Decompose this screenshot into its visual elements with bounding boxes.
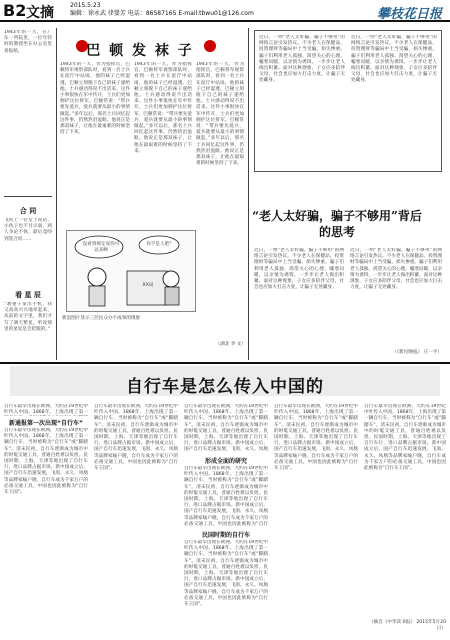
side-top-note: 1943年的一天，在广东一所院里，一位年轻时的教授坐在办公室里看报纸。 <box>4 30 52 54</box>
poem2-title: 看 星 辰 <box>15 290 41 299</box>
phone: 电话：86587165 <box>127 10 177 17</box>
article2-col1: 近日，一则“老人太好骗，骗子不够用”的网络言论引发热议。不少老人在保健品、投资理财等骗局中上当受骗，损失惨重。骗子们利用老人孤独、渴望关心的心理，嘘寒问暖，以亲情为诱饵，一步步让老人掏出积蓄。面对这种现象，子女应多陪伴父母，社会也应加大打击力度，让骗子无处藏身。 <box>254 248 344 291</box>
poem1-title: 合 同 <box>19 206 37 215</box>
divider <box>4 196 52 197</box>
page-number: B2 <box>3 1 27 20</box>
editor: 编辑：徐永武 律婴芳 <box>70 10 126 17</box>
article2-title: “老人太好骗，骗子不够用”背后的思考 <box>252 209 422 239</box>
cartoon-sign: XX局 <box>142 283 154 288</box>
notice-col1: 近日，一则“老人太好骗，骗子不够用”的网络言论引发热议。不少老人在保健品、投资理财等骗局中上当受骗，损失惨重。骗子们利用老人孤独、渴望关心的心理，嘘寒问暖，以亲情为诱饵，一步步让老人掏出积蓄。面对这种现象，子女应多陪伴父母，社会也应加大打击力度，让骗子无处藏身。 <box>259 35 345 84</box>
article3-col4: 自行车最早出现在欧洲，大约在19世纪中叶传入中国。1868年，上海出现了第一辆自行车，当时被称为“自行车”或“脚踏车”。清末民初，自行车逐渐成为城市中的时髦交通工具，普通百姓难以负担。民国时期，上海、天津等地出现了自行车行，进口品牌占据市场。新中国成立后，国产自行车迅速发展，飞鸽、永久、凤凰等品牌家喻户晓，自行车成为千家万户的必备交通工具，中国也因此被称为“自行车王国”。 <box>274 404 358 472</box>
article3-subhead1: 新通报第一次出现“自行车” <box>9 420 83 427</box>
article3-col1: 自行车最早出现在欧洲，大约在19世纪中叶传入中国。1868年，上海出现了第一辆自行车，当时被称为“自行车”或“脚踏车”。清末民初，自行车逐渐成为城市中的时髦交通工具，普通百姓难以负担。民国时期，上海、天津等地出现了自行车行，进口品牌占据市场。新中国成立后，国产自行车迅速发展，飞鸽、永久、凤凰等品牌家喻户晓，自行车成为千家万户的必备交通工具，中国也因此被称为“自行车王国”。 <box>4 428 88 496</box>
article3-intro: 自行车最早出现在欧洲，大约在19世纪中叶传入中国。1868年，上海出现了第一 <box>4 404 88 416</box>
page-header <box>0 0 450 22</box>
article2-col2: 近日，一则“老人太好骗，骗子不够用”的网络言论引发热议。不少老人在保健品、投资理财等骗局中上当受骗，损失惨重。骗子们利用老人孤独、渴望关心的心理，嘘寒问暖，以亲情为诱饵，一步步让老人掏出积蓄。面对这种现象，子女应多陪伴父母，社会也应加大打击力度，让骗子无处藏身。 <box>350 248 442 291</box>
header-meta <box>70 2 254 18</box>
article2-source: （《新民晚报》 庄一平） <box>392 350 442 355</box>
newspaper-logo: 攀枝花日报 <box>376 7 442 22</box>
article1-col1: 1943年的一天，作为指挥官，巴顿将军视察部队时，看到一名士兵在泥泞中站岗，他的袜子已经湿透。巴顿立刻脱下自己的袜子递给他。士兵感动得说不出话来。这件小事很快在军中传开，士兵们更加拥护这位将军。巴顿常说：“带兵要先爱兵，爱兵就要从最小的事情做起。”多年以后，那名士兵回忆起这件事，仍然热泪盈眶。他说正是那双袜子，让他在最艰难的时候坚持了下来。 <box>60 62 130 136</box>
article1-col2: 1943年的一天，作为指挥官，巴顿将军视察部队时，看到一名士兵在泥泞中站岗，他的袜子已经湿透。巴顿立刻脱下自己的袜子递给他。士兵感动得说不出话来。这件小事很快在军中传开，士兵们更加拥护这位将军。巴顿常说：“带兵要先爱兵，爱兵就要从最小的事情做起。”多年以后，那名士兵回忆起这件事，仍然热泪盈眶。他说正是那双袜子，让他在最艰难的时候坚持了下来。 <box>134 62 192 154</box>
poem2-body: “教妻子拿出手机，我又高高兴兴地举起来，从前的文字里，我们才写了满天繁星，听说那里的星星是会眨眼的。” <box>4 302 52 332</box>
notice-col2: 近日，一则“老人太好骗，骗子不够用”的网络言论引发热议。不少老人在保健品、投资理财等骗局中上当受骗，损失惨重。骗子们利用老人孤独、渴望关心的心理，嘘寒问暖，以亲情为诱饵，一步步让老人掏出积蓄。面对这种现象，子女应多陪伴父母，社会也应加大打击力度，让骗子无处藏身。 <box>351 35 437 84</box>
cartoon-bubble1: 没看到规定说你可以来啊 <box>82 242 120 254</box>
article3-col3b: 自行车最早出现在欧洲，大约在19世纪中叶传入中国。1868年，上海出现了第一辆自行车，当时被称为“自行车”或“脚踏车”。清末民初，自行车逐渐成为城市中的时髦交通工具，普通百姓难以负担。民国时期，上海、天津等地出现了自行车行，进口品牌占据市场。新中国成立后，国产自行车迅速发展，飞鸽、永久、凤凰等品牌家喻户晓，自行车成为千家万户的必备交通工具，中国也因此被称为“自行 <box>184 466 268 526</box>
article3-subhead3: 民国时期的自行车 <box>201 532 250 539</box>
cartoon-caption: 新浪图片显示三层民众办不成事的现象 <box>62 316 141 321</box>
ornament-icon <box>204 40 216 52</box>
article3-col3a: 自行车最早出现在欧洲，大约在19世纪中叶传入中国。1868年，上海出现了第一辆自行车，当时被称为“自行车”或“脚踏车”。清末民初，自行车逐渐成为城市中的时髦交通工具，普通百姓难以负担。民国时期，上海、天津等地出现了自行车行，进口品牌占据市场。新中国成立后，国产自行车迅速发展，飞鸽、永久、凤凰 <box>184 404 268 452</box>
cartoon-bubble2: 你不是人吧？ <box>146 242 174 247</box>
column-divider <box>56 28 57 360</box>
poem1-body: 飞机上一位女士说话，小伙子也不甘示弱，两人争论不休，最后竟吵到签合同…… <box>4 218 52 242</box>
article3-subhead2: 形成全面的研究 <box>204 458 247 465</box>
section-name: 文摘 <box>26 5 54 21</box>
article3-col2: 自行车最早出现在欧洲，大约在19世纪中叶传入中国。1868年，上海出现了第一辆自行车，当时被称为“自行车”或“脚踏车”。清末民初，自行车逐渐成为城市中的时髦交通工具，普通百姓难以负担。民国时期，上海、天津等地出现了自行车行，进口品牌占据市场。新中国成立后，国产自行车迅速发展，飞鸽、永久、凤凰等品牌家喻户晓，自行车成为千家万户的必备交通工具，中国也因此被称为“自行车王国”。 <box>94 404 178 472</box>
article3-col5: 自行车最早出现在欧洲，大约在19世纪中叶传入中国。1868年，上海出现了第一辆自行车，当时被称为“自行车”或“脚踏车”。清末民初，自行车逐渐成为城市中的时髦交通工具，普通百姓难以负担。民国时期，上海、天津等地出现了自行车行，进口品牌占据市场。新中国成立后，国产自行车迅速发展，飞鸽、永久、凤凰等品牌家喻户晓，自行车成为千家万户的必备交通工具，中国也因此被称为“自行车王国”。 <box>364 404 446 472</box>
cartoon-credit: （湖北 李 文） <box>215 342 246 347</box>
section-divider <box>0 362 450 364</box>
right-notice-box <box>254 30 442 172</box>
article3-source: （摘自《中华读书报》 2015年5月20日） <box>368 620 446 632</box>
date: 2015.5.23 <box>70 2 101 9</box>
article1-col3: 1943年的一天，作为指挥官，巴顿将军视察部队时，看到一名士兵在泥泞中站岗，他的袜子已经湿透。巴顿立刻脱下自己的袜子递给他。士兵感动得说不出话来。这件小事很快在军中传开，士兵们更加拥护这位将军。巴顿常说：“带兵要先爱兵，爱兵就要从最小的事情做起。”多年以后，那名士兵回忆起这件事，仍然热泪盈眶。他说正是那双袜子，让他在最艰难的时候坚持了下来。 <box>196 62 244 167</box>
cartoon-image <box>66 230 196 312</box>
article3-title: 自行车是怎么传入中国的 <box>126 377 324 397</box>
article3-col3c: 自行车最早出现在欧洲，大约在19世纪中叶传入中国。1868年，上海出现了第一辆自行车，当时被称为“自行车”或“脚踏车”。清末民初，自行车逐渐成为城市中的时髦交通工具，普通百姓难以负担。民国时期，上海、天津等地出现了自行车行，进口品牌占据市场。新中国成立后，国产自行车迅速发展，飞鸽、永久、凤凰等品牌家喻户晓，自行车成为千家万户的必备交通工具，中国也因此被称为“自行车王国”。 <box>184 540 268 608</box>
article1-title: 巴 顿 发 袜 子 <box>86 43 194 59</box>
email: E-mail:tbwu01@126.com <box>178 10 254 17</box>
column-divider <box>248 28 249 360</box>
